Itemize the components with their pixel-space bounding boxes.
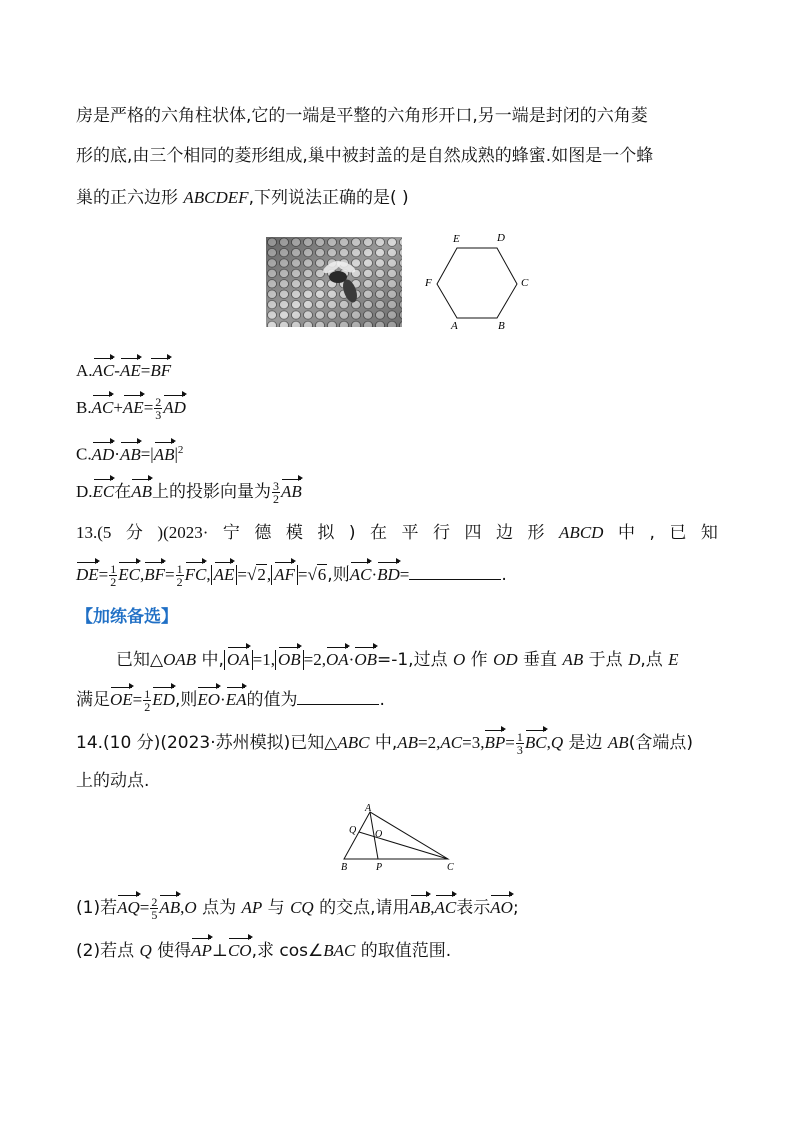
intro-line-3: 巢的正六边形 ABCDEF,下列说法正确的是( )	[76, 188, 409, 208]
fraction: $\frac{1}{2}$	[144, 686, 151, 714]
triangle-diagram	[332, 803, 462, 875]
hex-label-C: C	[521, 277, 529, 289]
fraction: $\frac{1}{2}$	[176, 561, 183, 589]
fraction: $\frac{3}{2}$	[273, 478, 280, 506]
hex-label-A: A	[451, 320, 458, 332]
q14-part-1: (1)若AQ= $\frac{2}{5}$ AB,O 点为 AP 与 CQ 的交点,请用AB,AC表示AO;	[76, 894, 519, 922]
option-c: $C.AD\cdot AB=|AB|^2$	[76, 437, 183, 468]
fraction: $\frac{2}{5}$	[151, 894, 158, 922]
extra-line-1: 已知△OAB 中, OA =1, OB =2,OA·OB=-1,过点 O 作 OD 垂直 AB 于点 D,点 E	[116, 645, 679, 673]
fraction: $\frac{1}{3}$	[516, 729, 523, 757]
q14-part-2: (2)若点 Q 使得AP⊥CO,求 cos∠BAC 的取值范围.	[76, 936, 451, 964]
option-d: D.EC在AB上的投影向量为 $\frac{3}{2}$ AB	[76, 478, 302, 506]
honeycomb-photo	[266, 237, 402, 327]
hex-label-B: B	[498, 320, 505, 332]
fraction: $\frac{1}{2}$	[110, 561, 117, 589]
hex-label-F: F	[425, 277, 432, 289]
honeycomb-image	[266, 237, 402, 327]
q13-line-2: DE= $\frac{1}{2}$ EC,BF= $\frac{1}{2}$ FC, AE =√2, AF =√6,则AC·BD= .	[76, 561, 507, 589]
q13-line-1: 13.(5 分 )(2023· 宁 德 模 拟 ) 在 平 行 四 边 形 ABCD 中 , 已 知	[76, 523, 718, 543]
q14-line-2: 上的动点.	[76, 771, 150, 791]
hex-label-E: E	[453, 233, 460, 245]
option-a: A.AC-AE=BF	[76, 356, 171, 384]
tri-label-P: P	[376, 862, 383, 873]
intro-line-2: 形的底,由三个相同的菱形组成,巢中被封盖的是自然成熟的蜂蜜.如图是一个蜂	[76, 146, 654, 166]
tri-label-A: A	[365, 803, 372, 814]
option-b: B.AC+AE= $\frac{2}{3}$ AD	[76, 394, 186, 422]
extra-line-2: 满足OE= $\frac{1}{2}$ ED,则EO·EA的值为 .	[76, 686, 385, 714]
tri-label-C: C	[447, 862, 454, 873]
hex-label-D: D	[497, 232, 505, 244]
tri-label-O: O	[375, 829, 383, 840]
intro-line-1: 房是严格的六角柱状体,它的一端是平整的六角形开口,另一端是封闭的六角菱	[76, 106, 648, 126]
tri-label-Q: Q	[349, 825, 357, 836]
sqrt: √2	[246, 565, 266, 584]
sqrt: √6	[307, 565, 327, 584]
answer-blank[interactable]	[409, 561, 501, 580]
tri-label-B: B	[341, 862, 348, 873]
fraction: $\frac{2}{3}$	[155, 394, 162, 422]
q14-line-1: 14.(10 分)(2023·苏州模拟)已知△ABC 中,AB=2,AC=3,BP= $\frac{1}{3}$ BC,Q 是边 AB(含端点)	[76, 729, 693, 757]
extra-practice-title: 【加练备选】	[76, 607, 178, 627]
hexagon-diagram	[420, 228, 540, 336]
answer-blank[interactable]	[297, 686, 379, 705]
